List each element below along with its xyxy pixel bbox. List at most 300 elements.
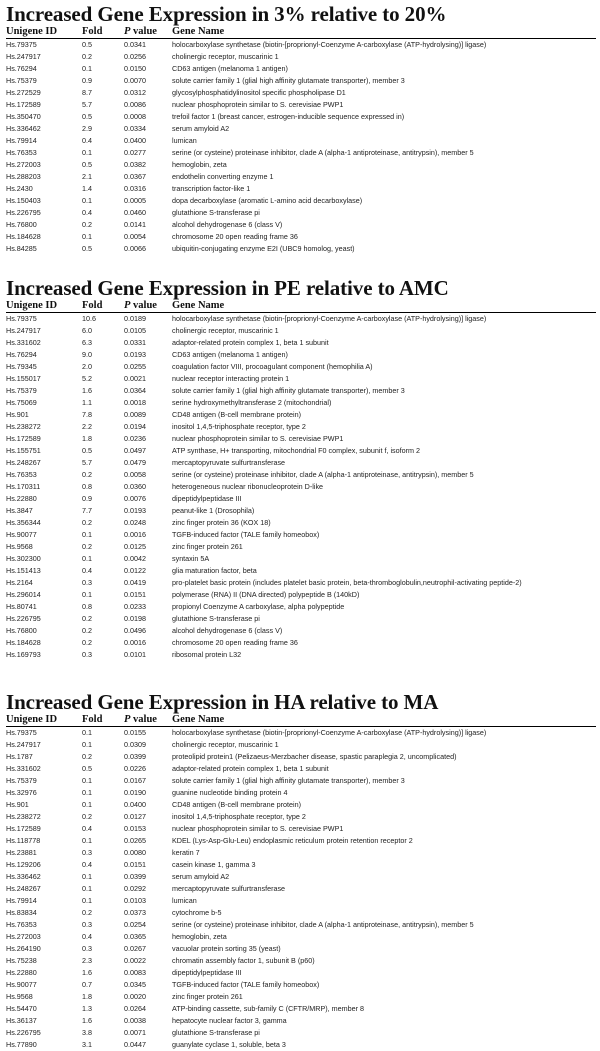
table-row [6,751,596,763]
unigene-id-cell: Hs.226795 [6,613,82,625]
table-row [6,577,596,589]
unigene-id-cell: Hs.336462 [6,123,82,135]
table-row [6,613,596,625]
unigene-id-cell: Hs.80741 [6,601,82,613]
table-row [6,979,596,991]
fold-cell: 0.1 [82,739,124,751]
p-value-cell: 0.0497 [124,445,172,457]
p-value-cell: 0.0236 [124,433,172,445]
p-value-cell: 0.0331 [124,337,172,349]
col-header-gene-name: Gene Name [172,300,596,313]
gene-name-cell: endothelin converting enzyme 1 [172,171,596,183]
gene-name-cell: nuclear phosphoprotein similar to S. cerevisiae PWP1 [172,823,596,835]
gene-name-cell: glutathione S-transferase pi [172,207,596,219]
table-row [6,931,596,943]
fold-cell: 0.1 [82,799,124,811]
fold-cell: 0.3 [82,577,124,589]
gene-name-cell: solute carrier family 1 (glial high affinity glutamate transporter), member 3 [172,775,596,787]
table-row [6,373,596,385]
p-value-cell: 0.0042 [124,553,172,565]
p-value-cell: 0.0447 [124,1039,172,1051]
unigene-id-cell: Hs.151413 [6,565,82,577]
fold-cell: 0.1 [82,529,124,541]
fold-cell: 5.2 [82,373,124,385]
fold-cell: 0.2 [82,625,124,637]
gene-name-cell: cholinergic receptor, muscarinic 1 [172,51,596,63]
gene-name-cell: heterogeneous nuclear ribonucleoprotein D-like [172,481,596,493]
p-value-cell: 0.0341 [124,39,172,52]
table-row [6,553,596,565]
gene-name-cell: holocarboxylase synthetase (biotin-[proprionyl-Coenzyme A-carboxylase (ATP-hydrolysing)] ligase) [172,39,596,52]
gene-name-cell: CD63 antigen (melanoma 1 antigen) [172,63,596,75]
fold-cell: 0.2 [82,219,124,231]
fold-cell: 6.3 [82,337,124,349]
unigene-id-cell: Hs.79375 [6,313,82,326]
fold-cell: 0.1 [82,147,124,159]
gene-name-cell: chromosome 20 open reading frame 36 [172,231,596,243]
table-row [6,421,596,433]
gene-name-cell: mercaptopyruvate sulfurtransferase [172,883,596,895]
fold-cell: 0.2 [82,613,124,625]
gene-name-cell: keratin 7 [172,847,596,859]
p-rest: value [130,26,157,37]
fold-cell: 0.1 [82,883,124,895]
fold-cell: 6.0 [82,325,124,337]
p-value-cell: 0.0071 [124,1027,172,1039]
table-row [6,907,596,919]
p-value-cell: 0.0312 [124,87,172,99]
p-value-cell: 0.0345 [124,979,172,991]
gene-name-cell: ubiquitin-conjugating enzyme E2I (UBC9 homolog, yeast) [172,243,596,255]
gene-name-cell: pro-platelet basic protein (includes platelet basic protein, beta-thromboglobulin,neutrophil-activating peptide-2) [172,577,596,589]
unigene-id-cell: Hs.76353 [6,469,82,481]
gene-name-cell: serine (or cysteine) proteinase inhibitor, clade A (alpha-1 antiproteinase, antitrypsin), member 5 [172,147,596,159]
unigene-id-cell: Hs.32976 [6,787,82,799]
fold-cell: 0.3 [82,919,124,931]
col-header-unigene-id: Unigene ID [6,300,82,313]
gene-name-cell: nuclear phosphoprotein similar to S. cerevisiae PWP1 [172,433,596,445]
fold-cell: 0.4 [82,135,124,147]
unigene-id-cell: Hs.22880 [6,493,82,505]
fold-cell: 0.1 [82,727,124,740]
unigene-id-cell: Hs.75238 [6,955,82,967]
table-row [6,625,596,637]
section-title: Increased Gene Expression in PE relative to AMC [6,276,596,300]
table-header-row [6,26,596,39]
unigene-id-cell: Hs.9568 [6,991,82,1003]
unigene-id-cell: Hs.54470 [6,1003,82,1015]
gene-name-cell: CD63 antigen (melanoma 1 antigen) [172,349,596,361]
gene-name-cell: serine hydroxymethyltransferase 2 (mitochondrial) [172,397,596,409]
gene-name-cell: vacuolar protein sorting 35 (yeast) [172,943,596,955]
p-value-cell: 0.0193 [124,349,172,361]
unigene-id-cell: Hs.272003 [6,931,82,943]
fold-cell: 0.2 [82,637,124,649]
fold-cell: 0.7 [82,979,124,991]
section-pe-vs-amc [6,276,596,661]
table-row [6,739,596,751]
p-value-cell: 0.0190 [124,787,172,799]
table-row [6,469,596,481]
p-letter: P [124,300,130,311]
unigene-id-cell: Hs.247917 [6,51,82,63]
gene-name-cell: inositol 1,4,5-triphosphate receptor, type 2 [172,811,596,823]
table-row [6,847,596,859]
unigene-id-cell: Hs.118778 [6,835,82,847]
p-value-cell: 0.0022 [124,955,172,967]
table-row [6,991,596,1003]
gene-name-cell: glutathione S-transferase pi [172,613,596,625]
table-row [6,219,596,231]
fold-cell: 3.1 [82,1039,124,1051]
p-value-cell: 0.0127 [124,811,172,823]
p-value-cell: 0.0155 [124,727,172,740]
section-ha-vs-ma [6,690,596,1051]
table-row [6,811,596,823]
table-row [6,775,596,787]
unigene-id-cell: Hs.172589 [6,433,82,445]
fold-cell: 10.6 [82,313,124,326]
p-value-cell: 0.0141 [124,219,172,231]
unigene-id-cell: Hs.75379 [6,775,82,787]
fold-cell: 0.2 [82,517,124,529]
fold-cell: 3.8 [82,1027,124,1039]
table-header-row [6,300,596,313]
gene-name-cell: lumican [172,135,596,147]
unigene-id-cell: Hs.150403 [6,195,82,207]
gene-name-cell: chromosome 20 open reading frame 36 [172,637,596,649]
table-row [6,871,596,883]
gene-name-cell: cholinergic receptor, muscarinic 1 [172,325,596,337]
fold-cell: 0.4 [82,859,124,871]
fold-cell: 2.3 [82,955,124,967]
p-value-cell: 0.0016 [124,529,172,541]
gene-name-cell: solute carrier family 1 (glial high affinity glutamate transporter), member 3 [172,385,596,397]
gene-name-cell: zinc finger protein 36 (KOX 18) [172,517,596,529]
table-row [6,919,596,931]
gene-name-cell: hemoglobin, zeta [172,931,596,943]
p-value-cell: 0.0080 [124,847,172,859]
gene-name-cell: nuclear receptor interacting protein 1 [172,373,596,385]
unigene-id-cell: Hs.336462 [6,871,82,883]
p-value-cell: 0.0460 [124,207,172,219]
gene-name-cell: serum amyloid A2 [172,123,596,135]
table-row [6,823,596,835]
fold-cell: 0.5 [82,445,124,457]
table-row [6,883,596,895]
unigene-id-cell: Hs.36137 [6,1015,82,1027]
p-value-cell: 0.0151 [124,589,172,601]
gene-name-cell: guanylate cyclase 1, soluble, beta 3 [172,1039,596,1051]
table-row [6,171,596,183]
table-row [6,637,596,649]
unigene-id-cell: Hs.3847 [6,505,82,517]
fold-cell: 0.1 [82,895,124,907]
p-value-cell: 0.0083 [124,967,172,979]
fold-cell: 0.1 [82,871,124,883]
p-value-cell: 0.0309 [124,739,172,751]
table-row [6,111,596,123]
p-value-cell: 0.0194 [124,421,172,433]
p-value-cell: 0.0021 [124,373,172,385]
table-row [6,63,596,75]
col-header-gene-name: Gene Name [172,714,596,727]
fold-cell: 1.4 [82,183,124,195]
table-row [6,337,596,349]
col-header-unigene-id: Unigene ID [6,26,82,39]
table-row [6,859,596,871]
unigene-id-cell: Hs.23881 [6,847,82,859]
table-row [6,1003,596,1015]
fold-cell: 0.2 [82,541,124,553]
p-value-cell: 0.0255 [124,361,172,373]
p-value-cell: 0.0151 [124,859,172,871]
gene-name-cell: proteolipid protein1 (Pelizaeus-Merzbacher disease, spastic paraplegia 2, uncomplicated) [172,751,596,763]
p-value-cell: 0.0020 [124,991,172,1003]
p-value-cell: 0.0018 [124,397,172,409]
fold-cell: 1.6 [82,1015,124,1027]
section-title: Increased Gene Expression in HA relative to MA [6,690,596,714]
p-value-cell: 0.0399 [124,751,172,763]
unigene-id-cell: Hs.90077 [6,979,82,991]
p-value-cell: 0.0399 [124,871,172,883]
table-row [6,1027,596,1039]
table-row [6,565,596,577]
table-row [6,943,596,955]
gene-name-cell: casein kinase 1, gamma 3 [172,859,596,871]
gene-name-cell: syntaxin 5A [172,553,596,565]
p-value-cell: 0.0193 [124,505,172,517]
table-row [6,75,596,87]
table-row [6,799,596,811]
p-letter: P [124,714,130,725]
gene-name-cell: solute carrier family 1 (glial high affinity glutamate transporter), member 3 [172,75,596,87]
fold-cell: 0.1 [82,63,124,75]
table-row [6,601,596,613]
fold-cell: 0.1 [82,553,124,565]
unigene-id-cell: Hs.331602 [6,337,82,349]
gene-name-cell: CD48 antigen (B-cell membrane protein) [172,799,596,811]
table-row [6,313,596,326]
table-row [6,87,596,99]
gene-table [6,300,596,661]
fold-cell: 0.4 [82,823,124,835]
p-value-cell: 0.0103 [124,895,172,907]
unigene-id-cell: Hs.76353 [6,919,82,931]
table-row [6,433,596,445]
col-header-fold: Fold [82,300,124,313]
p-value-cell: 0.0364 [124,385,172,397]
unigene-id-cell: Hs.296014 [6,589,82,601]
p-value-cell: 0.0150 [124,63,172,75]
table-row [6,763,596,775]
table-row [6,361,596,373]
unigene-id-cell: Hs.79375 [6,39,82,52]
unigene-id-cell: Hs.1787 [6,751,82,763]
unigene-id-cell: Hs.22880 [6,967,82,979]
gene-name-cell: dipeptidylpeptidase III [172,493,596,505]
table-body [6,727,596,1051]
fold-cell: 0.8 [82,601,124,613]
table-row [6,505,596,517]
p-value-cell: 0.0267 [124,943,172,955]
p-value-cell: 0.0292 [124,883,172,895]
fold-cell: 0.5 [82,159,124,171]
p-value-cell: 0.0365 [124,931,172,943]
unigene-id-cell: Hs.272003 [6,159,82,171]
unigene-id-cell: Hs.83834 [6,907,82,919]
fold-cell: 0.5 [82,763,124,775]
fold-cell: 0.3 [82,847,124,859]
gene-name-cell: serum amyloid A2 [172,871,596,883]
unigene-id-cell: Hs.84285 [6,243,82,255]
gene-name-cell: chromatin assembly factor 1, subunit B (p60) [172,955,596,967]
fold-cell: 0.1 [82,787,124,799]
table-row [6,1039,596,1051]
fold-cell: 0.2 [82,907,124,919]
unigene-id-cell: Hs.226795 [6,207,82,219]
unigene-id-cell: Hs.79345 [6,361,82,373]
p-value-cell: 0.0479 [124,457,172,469]
table-row [6,457,596,469]
p-value-cell: 0.0256 [124,51,172,63]
col-header-p-value [124,26,172,39]
unigene-id-cell: Hs.129206 [6,859,82,871]
gene-name-cell: CD48 antigen (B-cell membrane protein) [172,409,596,421]
col-header-gene-name: Gene Name [172,26,596,39]
gene-name-cell: adaptor-related protein complex 1, beta 1 subunit [172,763,596,775]
p-value-cell: 0.0316 [124,183,172,195]
table-row [6,159,596,171]
fold-cell: 0.5 [82,39,124,52]
unigene-id-cell: Hs.247917 [6,739,82,751]
fold-cell: 0.1 [82,835,124,847]
fold-cell: 2.0 [82,361,124,373]
p-value-cell: 0.0167 [124,775,172,787]
p-value-cell: 0.0373 [124,907,172,919]
unigene-id-cell: Hs.155751 [6,445,82,457]
col-header-fold: Fold [82,26,124,39]
gene-name-cell: peanut-like 1 (Drosophila) [172,505,596,517]
table-row [6,895,596,907]
table-row [6,349,596,361]
gene-name-cell: serine (or cysteine) proteinase inhibitor, clade A (alpha-1 antiproteinase, antitrypsin), member 5 [172,919,596,931]
unigene-id-cell: Hs.331602 [6,763,82,775]
fold-cell: 0.1 [82,231,124,243]
p-value-cell: 0.0400 [124,135,172,147]
gene-name-cell: polymerase (RNA) II (DNA directed) polypeptide B (140kD) [172,589,596,601]
table-row [6,243,596,255]
fold-cell: 0.9 [82,493,124,505]
p-value-cell: 0.0233 [124,601,172,613]
fold-cell: 9.0 [82,349,124,361]
p-value-cell: 0.0226 [124,763,172,775]
fold-cell: 0.1 [82,589,124,601]
table-row [6,99,596,111]
unigene-id-cell: Hs.79914 [6,135,82,147]
unigene-id-cell: Hs.76294 [6,349,82,361]
table-row [6,727,596,740]
table-row [6,195,596,207]
fold-cell: 7.7 [82,505,124,517]
unigene-id-cell: Hs.79375 [6,727,82,740]
unigene-id-cell: Hs.226795 [6,1027,82,1039]
p-value-cell: 0.0122 [124,565,172,577]
table-row [6,649,596,661]
table-row [6,397,596,409]
fold-cell: 1.6 [82,967,124,979]
p-value-cell: 0.0086 [124,99,172,111]
fold-cell: 1.8 [82,433,124,445]
gene-name-cell: transcription factor-like 1 [172,183,596,195]
gene-name-cell: zinc finger protein 261 [172,991,596,1003]
unigene-id-cell: Hs.2164 [6,577,82,589]
unigene-id-cell: Hs.90077 [6,529,82,541]
gene-name-cell: ATP synthase, H+ transporting, mitochondrial F0 complex, subunit f, isoform 2 [172,445,596,457]
p-value-cell: 0.0265 [124,835,172,847]
p-value-cell: 0.0419 [124,577,172,589]
fold-cell: 0.5 [82,111,124,123]
gene-name-cell: holocarboxylase synthetase (biotin-[proprionyl-Coenzyme A-carboxylase (ATP-hydrolysing)] ligase) [172,313,596,326]
unigene-id-cell: Hs.288203 [6,171,82,183]
p-rest: value [130,714,157,725]
gene-name-cell: cholinergic receptor, muscarinic 1 [172,739,596,751]
table-row [6,835,596,847]
table-row [6,1015,596,1027]
p-value-cell: 0.0076 [124,493,172,505]
fold-cell: 0.4 [82,565,124,577]
fold-cell: 1.8 [82,991,124,1003]
gene-name-cell: glia maturation factor, beta [172,565,596,577]
fold-cell: 5.7 [82,99,124,111]
fold-cell: 0.3 [82,943,124,955]
unigene-id-cell: Hs.169793 [6,649,82,661]
unigene-id-cell: Hs.77890 [6,1039,82,1051]
unigene-id-cell: Hs.247917 [6,325,82,337]
gene-name-cell: cytochrome b-5 [172,907,596,919]
fold-cell: 1.3 [82,1003,124,1015]
table-row [6,51,596,63]
p-value-cell: 0.0198 [124,613,172,625]
gene-name-cell: holocarboxylase synthetase (biotin-[proprionyl-Coenzyme A-carboxylase (ATP-hydrolysing)] ligase) [172,727,596,740]
table-row [6,481,596,493]
p-value-cell: 0.0382 [124,159,172,171]
table-row [6,541,596,553]
unigene-id-cell: Hs.155017 [6,373,82,385]
gene-name-cell: inositol 1,4,5-triphosphate receptor, type 2 [172,421,596,433]
fold-cell: 0.1 [82,195,124,207]
gene-table [6,26,596,255]
unigene-id-cell: Hs.75069 [6,397,82,409]
unigene-id-cell: Hs.9568 [6,541,82,553]
gene-name-cell: TGFB-induced factor (TALE family homeobox) [172,979,596,991]
unigene-id-cell: Hs.272529 [6,87,82,99]
p-value-cell: 0.0360 [124,481,172,493]
fold-cell: 1.1 [82,397,124,409]
unigene-id-cell: Hs.172589 [6,99,82,111]
gene-name-cell: ATP-binding cassette, sub-family C (CFTR/MRP), member 8 [172,1003,596,1015]
p-value-cell: 0.0070 [124,75,172,87]
fold-cell: 0.2 [82,751,124,763]
unigene-id-cell: Hs.901 [6,799,82,811]
unigene-id-cell: Hs.238272 [6,421,82,433]
col-header-unigene-id: Unigene ID [6,714,82,727]
fold-cell: 0.4 [82,931,124,943]
p-value-cell: 0.0367 [124,171,172,183]
table-row [6,955,596,967]
p-value-cell: 0.0005 [124,195,172,207]
p-value-cell: 0.0105 [124,325,172,337]
